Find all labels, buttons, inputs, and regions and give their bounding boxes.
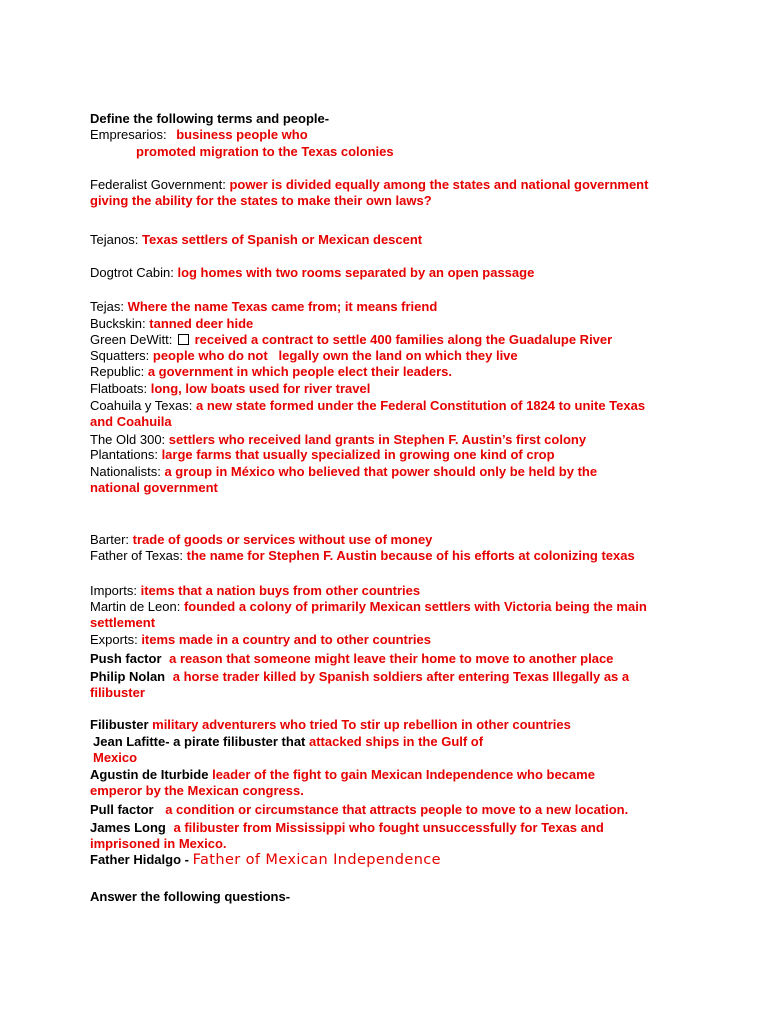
definition: Where the name Texas came from; it means friend [127, 299, 438, 314]
definition: items made in a country and to other countries [141, 632, 431, 647]
term: Flatboats: [90, 381, 148, 396]
entry-squatters [90, 348, 518, 364]
term: Coahuila y Texas: [90, 398, 193, 413]
definition: the name for Stephen F. Austin because of his efforts at colonizing texas [186, 548, 635, 563]
definition: military adventurers who tried To stir up rebellion in other countries [152, 717, 571, 732]
entry-exports [90, 632, 431, 648]
term: Philip Nolan [90, 669, 166, 684]
term: The Old 300: [90, 432, 166, 447]
term: Dogtrot Cabin: [90, 265, 174, 280]
term: Tejas: [90, 299, 124, 314]
term: Filibuster [90, 717, 149, 732]
entry-james-long [90, 820, 655, 852]
questions-heading: Answer the following questions- [90, 889, 291, 904]
definition: founded a colony of primarily Mexican settlers with Victoria being the main settlement [90, 599, 647, 630]
definition: leader of the fight to gain Mexican Independence who became emperor by the Mexican congress. [90, 767, 595, 798]
term: Plantations: [90, 447, 158, 462]
term: Buckskin: [90, 316, 146, 331]
term: Father Hidalgo - [90, 852, 189, 867]
term: Jean Lafitte- a pirate filibuster that [93, 734, 306, 749]
term: Republic: [90, 364, 145, 379]
entry-federalist-government [90, 177, 680, 209]
definition: a filibuster from Mississippi who fought unsuccessfully for Texas and imprisoned in Mexico. [90, 820, 604, 851]
definition: attacked ships in the Gulf of Mexico [93, 734, 484, 765]
definition: a condition or circumstance that attracts people to move to a new location. [165, 802, 629, 817]
definition: items that a nation buys from other countries [140, 583, 421, 598]
term: Father of Texas: [90, 548, 183, 563]
entry-imports [90, 583, 420, 599]
definition: settlers who received land grants in Stephen F. Austin’s first colony [168, 432, 587, 447]
term: Nationalists: [90, 464, 161, 479]
definition: promoted migration to the Texas colonies [136, 144, 394, 159]
entry-green-dewitt [90, 332, 612, 348]
definition: a horse trader killed by Spanish soldiers after entering Texas Illegally as a filibuster [90, 669, 630, 700]
entry-filibuster [90, 717, 571, 733]
term: Agustin de Iturbide [90, 767, 209, 782]
entry-republic [90, 364, 452, 380]
entry-flatboats [90, 381, 370, 397]
entry-barter [90, 532, 432, 548]
entry-philip-nolan [90, 669, 675, 701]
term: Exports: [90, 632, 138, 647]
term: Pull factor [90, 802, 154, 817]
entry-father-hidalgo [90, 852, 441, 868]
entry-father-of-texas [90, 548, 635, 564]
definition: a group in México who believed that power should only be held by the national government [90, 464, 598, 495]
entry-nationalists [90, 464, 650, 496]
missing-glyph-icon [178, 334, 189, 345]
definition: business people who [176, 127, 308, 142]
entry-pull-factor [90, 802, 628, 818]
definition: power is divided equally among the states and national government giving the ability for the states to make their own laws? [90, 177, 649, 208]
entry-empresarios-continued [90, 144, 394, 160]
term: Empresarios: [90, 127, 167, 142]
entry-dogtrot-cabin [90, 265, 534, 281]
definition: people who do not legally own the land on which they live [152, 348, 518, 363]
entry-jean-lafitte [90, 734, 523, 766]
entry-buckskin [90, 316, 253, 332]
definition: received a contract to settle 400 families along the Guadalupe River [194, 332, 613, 347]
entry-push-factor [90, 651, 613, 667]
term: Martin de Leon: [90, 599, 181, 614]
term: James Long [90, 820, 166, 835]
entry-old-300 [90, 432, 586, 448]
definition: Father of Mexican Independence [192, 852, 441, 868]
entry-empresarios [90, 127, 308, 143]
definition: log homes with two rooms separated by an open passage [177, 265, 535, 280]
definition: a government in which people elect their leaders. [147, 364, 452, 379]
entry-tejas [90, 299, 437, 315]
term: Imports: [90, 583, 137, 598]
definition: large farms that usually specialized in growing one kind of crop [161, 447, 555, 462]
section-heading: Define the following terms and people- [90, 111, 330, 126]
definition: long, low boats used for river travel [150, 381, 371, 396]
entry-agustin-de-iturbide [90, 767, 650, 799]
term: Squatters: [90, 348, 150, 363]
definition: a new state formed under the Federal Constitution of 1824 to unite Texas and Coahuila [90, 398, 646, 429]
definition: tanned deer hide [149, 316, 254, 331]
definition: a reason that someone might leave their home to move to another place [169, 651, 614, 666]
term: Federalist Government: [90, 177, 226, 192]
entry-plantations [90, 447, 555, 463]
definition: trade of goods or services without use of money [132, 532, 433, 547]
definition: Texas settlers of Spanish or Mexican descent [142, 232, 423, 247]
entry-tejanos [90, 232, 422, 248]
entry-coahuila-y-texas [90, 398, 650, 430]
term: Tejanos: [90, 232, 139, 247]
entry-martin-de-leon [90, 599, 660, 631]
term: Push factor [90, 651, 162, 666]
term: Barter: [90, 532, 130, 547]
term: Green DeWitt: [90, 332, 173, 347]
